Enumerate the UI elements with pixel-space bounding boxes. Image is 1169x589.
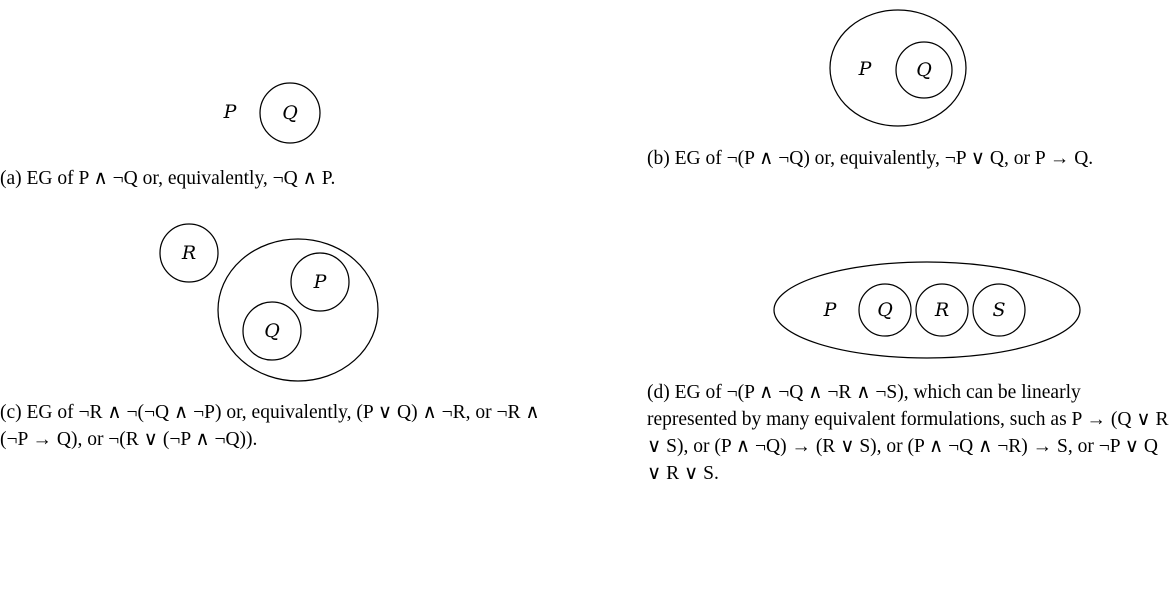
caption-a: (a) EG of P ∧ ¬Q or, equivalently, ¬Q ∧ P.	[0, 168, 336, 189]
existential-graph-a	[0, 8, 560, 158]
letter-s: S	[992, 299, 1006, 321]
diagram-a	[0, 8, 560, 158]
letter-q: Q	[264, 320, 280, 342]
letter-q: Q	[282, 102, 298, 124]
caption-c: (c) EG of ¬R ∧ ¬(¬Q ∧ ¬P) or, equivalently, (P ∨ Q) ∧ ¬R, or ¬R ∧ (¬P → Q), or ¬(R ∨ (¬P ∧ ¬Q)).	[0, 402, 540, 450]
diagram-d	[647, 252, 1169, 370]
letter-p: P	[858, 58, 872, 80]
caption-d: (d) EG of ¬(P ∧ ¬Q ∧ ¬R ∧ ¬S), which can be linearly represented by many equivalent formulations, such as P → (Q ∨ R ∨ S), or (P ∧ ¬Q) → (R ∨ S), or (P ∧ ¬Q ∧ ¬R) → S, or ¬P ∨ Q ∨ R ∨ S.	[647, 382, 1169, 484]
letter-p: P	[823, 299, 837, 321]
letter-r: R	[181, 242, 197, 264]
figure-d	[647, 252, 1169, 488]
diagram-c	[0, 205, 560, 390]
outer-cut	[830, 10, 966, 126]
figure-a	[0, 8, 560, 193]
letter-r: R	[934, 299, 950, 321]
letter-q: Q	[877, 299, 893, 321]
existential-graph-b	[647, 0, 1169, 140]
diagram-b	[647, 0, 1169, 140]
existential-graph-c	[0, 205, 560, 390]
letter-q: Q	[916, 59, 932, 81]
existential-graph-d	[647, 252, 1169, 370]
figure-c	[0, 205, 560, 454]
figure-b	[647, 0, 1169, 173]
outer-cut	[774, 262, 1080, 358]
caption-b: (b) EG of ¬(P ∧ ¬Q) or, equivalently, ¬P ∨ Q, or P → Q.	[647, 148, 1094, 169]
outer-cut	[218, 239, 378, 381]
letter-p: P	[313, 271, 327, 293]
letter-p: P	[223, 101, 237, 123]
